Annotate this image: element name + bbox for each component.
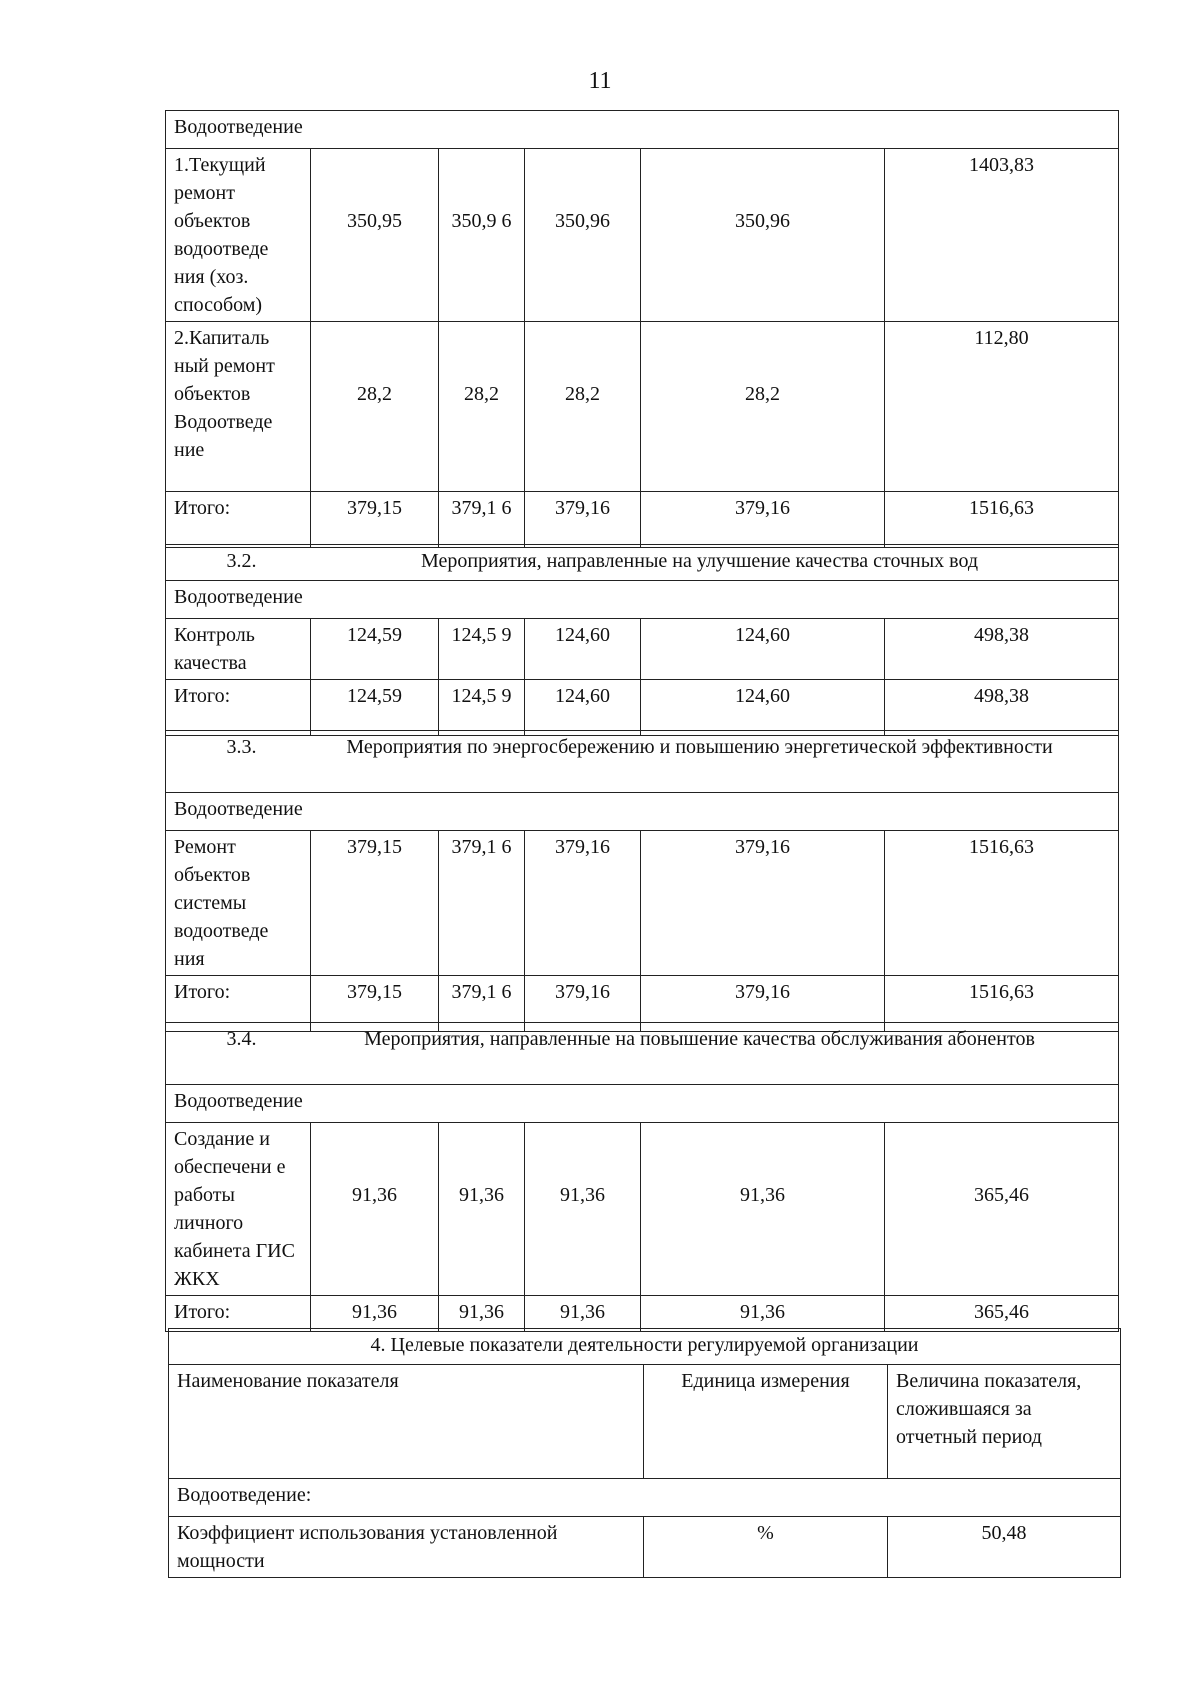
value-cell: 124,60 — [641, 680, 885, 736]
total-cell: 498,38 — [885, 680, 1119, 736]
table-section-4 — [168, 1328, 1121, 1578]
section-header: Водоотведение — [166, 581, 1119, 619]
value-cell: 91,36 — [311, 1296, 439, 1332]
value-cell: 124,5 9 — [439, 619, 525, 680]
row-label: Контроль качества — [166, 619, 311, 680]
value-cell: 350,96 — [641, 149, 885, 322]
value-cell: 91,36 — [641, 1296, 885, 1332]
value-cell: 124,60 — [641, 619, 885, 680]
table-row — [166, 619, 1119, 680]
value-cell: 91,36 — [525, 1123, 641, 1296]
value-cell: 350,96 — [525, 149, 641, 322]
value-cell: 91,36 — [525, 1296, 641, 1332]
section-number: 3.4. — [226, 1028, 257, 1050]
table-row — [166, 1123, 1119, 1296]
row-label: Итого: — [166, 1296, 311, 1332]
table-section-3-2 — [165, 544, 1119, 736]
section-title-row — [166, 731, 1119, 793]
value-cell: 379,1 6 — [439, 976, 525, 1032]
value-cell: 379,16 — [525, 492, 641, 548]
value-cell: 91,36 — [439, 1123, 525, 1296]
column-header-name: Наименование показателя — [169, 1365, 644, 1479]
section-number: 3.2. — [226, 550, 257, 572]
section-header: Водоотведение — [166, 793, 1119, 831]
value-cell: 124,60 — [525, 680, 641, 736]
section-header: Водоотведение — [166, 1085, 1119, 1123]
row-label: Ремонт объектов системы водоотведе ния — [166, 831, 311, 976]
section-number: 3.3. — [226, 736, 257, 758]
row-label: 2.Капиталь ный ремонт объектов Водоотведе ние — [166, 322, 311, 492]
table-section-3-4 — [165, 1022, 1119, 1332]
total-cell: 1403,83 — [885, 149, 1119, 322]
section-title-row — [166, 545, 1119, 581]
value-cell: 379,16 — [525, 976, 641, 1032]
table-row — [169, 1517, 1121, 1578]
table-section-3-3 — [165, 730, 1119, 1032]
table-row — [166, 149, 1119, 322]
section-title-row — [166, 1023, 1119, 1085]
total-cell: 498,38 — [885, 619, 1119, 680]
value-cell: 28,2 — [439, 322, 525, 492]
section-header: Водоотведение — [166, 111, 1119, 149]
value-cell: 124,60 — [525, 619, 641, 680]
column-header-unit: Единица измерения — [644, 1365, 888, 1479]
page-number: 11 — [588, 68, 612, 94]
value-cell: 350,9 6 — [439, 149, 525, 322]
value-cell: 91,36 — [641, 1123, 885, 1296]
value-cell: 379,15 — [311, 492, 439, 548]
table-row — [166, 1296, 1119, 1332]
column-header-value: Величина показателя, сложившаяся за отчетный период — [888, 1365, 1121, 1479]
total-cell: 365,46 — [885, 1296, 1119, 1332]
table-block-1 — [165, 110, 1119, 548]
section-title: Мероприятия, направленные на улучшение качества сточных вод — [420, 550, 979, 572]
value-cell: 379,15 — [311, 976, 439, 1032]
section-title: Мероприятия, направленные на повышение качества обслуживания абонентов — [364, 1028, 1035, 1050]
unit-cell: % — [644, 1517, 888, 1578]
table-row — [166, 831, 1119, 976]
value-cell: 379,16 — [525, 831, 641, 976]
value-cell: 350,95 — [311, 149, 439, 322]
value-cell: 124,59 — [311, 680, 439, 736]
value-cell: 50,48 — [888, 1517, 1121, 1578]
total-cell: 1516,63 — [885, 976, 1119, 1032]
total-cell: 1516,63 — [885, 831, 1119, 976]
row-label: Итого: — [166, 680, 311, 736]
value-cell: 124,59 — [311, 619, 439, 680]
value-cell: 28,2 — [311, 322, 439, 492]
value-cell: 379,16 — [641, 492, 885, 548]
row-label: Итого: — [166, 492, 311, 548]
value-cell: 28,2 — [525, 322, 641, 492]
total-cell: 365,46 — [885, 1123, 1119, 1296]
row-label: Коэффициент использования установленной мощности — [169, 1517, 644, 1578]
value-cell: 379,16 — [641, 831, 885, 976]
table-row — [166, 492, 1119, 548]
value-cell: 28,2 — [641, 322, 885, 492]
value-cell: 124,5 9 — [439, 680, 525, 736]
value-cell: 379,1 6 — [439, 492, 525, 548]
section-header: Водоотведение: — [169, 1479, 1121, 1517]
table-row — [166, 680, 1119, 736]
section-title: 4. Целевые показатели деятельности регулируемой организации — [169, 1329, 1121, 1365]
value-cell: 379,15 — [311, 831, 439, 976]
row-label: Создание и обеспечени е работы личного кабинета ГИС ЖКХ — [166, 1123, 311, 1296]
total-cell: 112,80 — [885, 322, 1119, 492]
value-cell: 379,1 6 — [439, 831, 525, 976]
total-cell: 1516,63 — [885, 492, 1119, 548]
section-title: Мероприятия по энергосбережению и повышению энергетической эффективности — [346, 736, 1053, 758]
row-label: Итого: — [166, 976, 311, 1032]
value-cell: 91,36 — [311, 1123, 439, 1296]
table-row — [166, 322, 1119, 492]
row-label: 1.Текущий ремонт объектов водоотведе ния (хоз. способом) — [166, 149, 311, 322]
value-cell: 379,16 — [641, 976, 885, 1032]
value-cell: 91,36 — [439, 1296, 525, 1332]
